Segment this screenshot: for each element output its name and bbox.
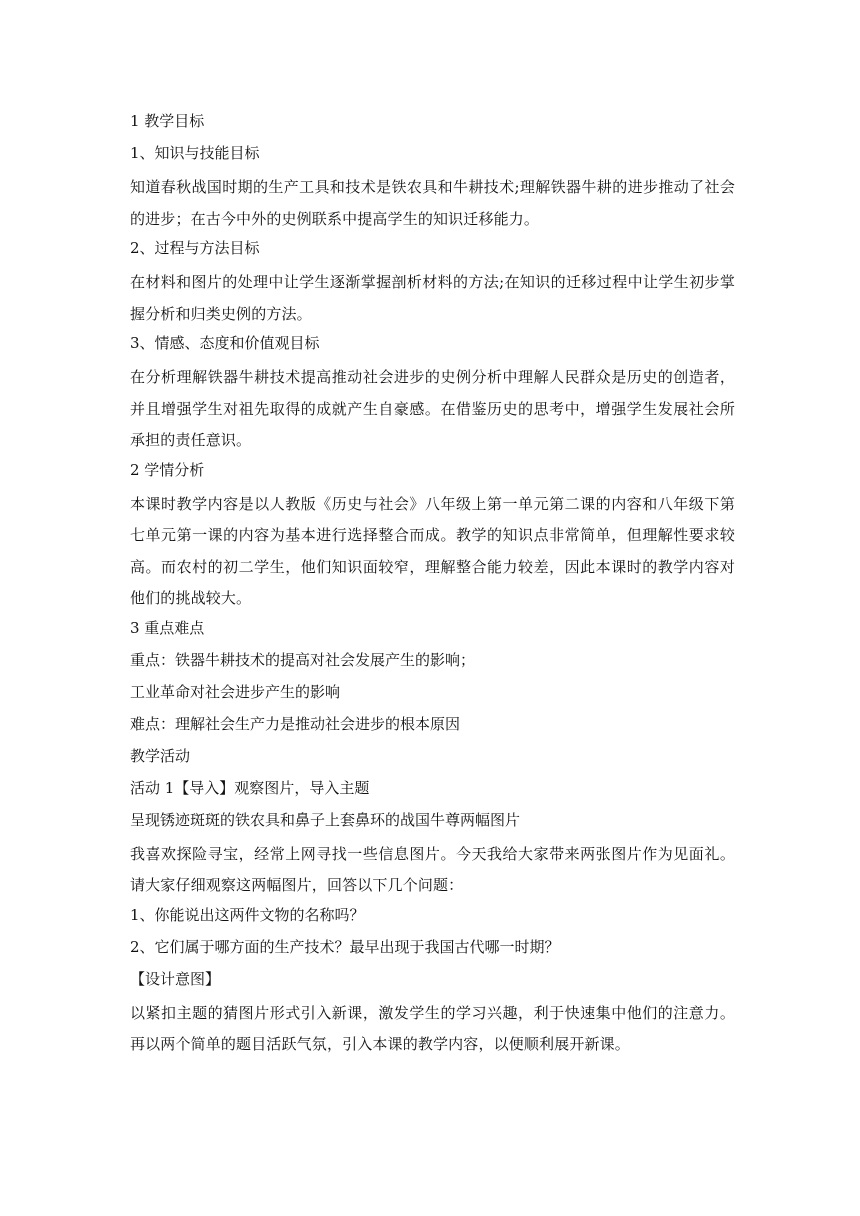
paragraph-knowledge-skills: 知道春秋战国时期的生产工具和技术是铁农具和牛耕技术;理解铁器牛耕的进步推动了社会的进步；在古今中外的史例联系中提高学生的知识迁移能力。 xyxy=(130,178,735,228)
subheading-process-method: 2、过程与方法目标 xyxy=(130,239,260,257)
design-intent-heading: 【设计意图】 xyxy=(130,969,221,988)
key-point-industrial-revolution: 工业革命对社会进步产生的影响 xyxy=(130,682,341,701)
document-body xyxy=(130,108,735,1061)
activity-1-title: 活动 1【导入】观察图片，导入主题 xyxy=(130,778,370,797)
subheading-emotion-values: 3、情感、态度和价值观目标 xyxy=(130,334,320,352)
paragraph-design-intent: 以紧扣主题的猜图片形式引入新课，激发学生的学习兴趣，利于快速集中他们的注意力。再以两个简单的题目活跃气氛，引入本课的教学内容，以便顺利展开新课。 xyxy=(130,1003,735,1053)
activity-1-images-line: 呈现锈迹斑斑的铁农具和鼻子上套鼻环的战国牛尊两幅图片 xyxy=(130,810,521,829)
paragraph-process-method: 在材料和图片的处理中让学生逐渐掌握剖析材料的方法;在知识的迁移过程中让学生初步掌握分析和归类史例的方法。 xyxy=(130,273,735,323)
question-1: 1、你能说出这两件文物的名称吗？ xyxy=(130,905,365,924)
question-2: 2、它们属于哪方面的生产技术？最早出现于我国古代哪一时期？ xyxy=(130,937,560,956)
section-heading-teaching-goals: 1 教学目标 xyxy=(130,112,205,130)
paragraph-emotion-values: 在分析理解铁器牛耕技术提高推动社会进步的史例分析中理解人民群众是历史的创造者，并且增强学生对祖先取得的成就产生自豪感。在借鉴历史的思考中，增强学生发展社会所承担的责任意识。 xyxy=(130,368,735,449)
difficult-point: 难点：理解社会生产力是推动社会进步的根本原因 xyxy=(130,714,461,733)
paragraph-activity-intro: 我喜欢探险寻宝，经常上网寻找一些信息图片。今天我给大家带来两张图片作为见面礼。请大家仔细观察这两幅图片，回答以下几个问题： xyxy=(130,844,735,894)
section-heading-student-analysis: 2 学情分析 xyxy=(130,460,205,479)
section-heading-key-difficult-points: 3 重点难点 xyxy=(130,618,205,637)
key-point-iron-ox: 重点：铁器牛耕技术的提高对社会发展产生的影响； xyxy=(130,650,476,669)
subheading-knowledge-skills: 1、知识与技能目标 xyxy=(130,144,260,162)
paragraph-student-analysis: 本课时教学内容是以人教版《历史与社会》八年级上第一单元第二课的内容和八年级下第七单元第一课的内容为基本进行选择整合而成。教学的知识点非常简单，但理解性要求较高。而农村的初二学生，他们知识面较窄，理解整合能力较差，因此本课时的教学内容对他们的挑战较大。 xyxy=(130,494,735,607)
teaching-activities-heading: 教学活动 xyxy=(130,746,191,765)
